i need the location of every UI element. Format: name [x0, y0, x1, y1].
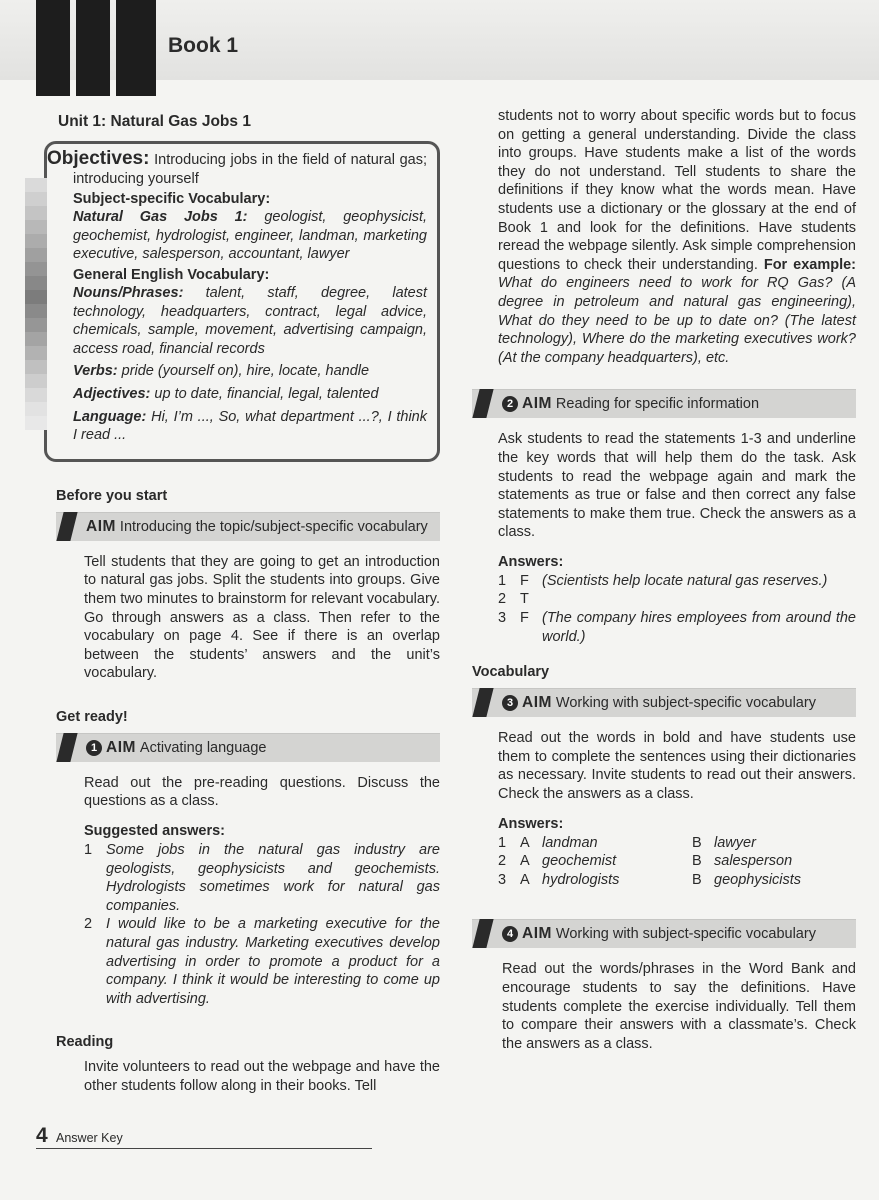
list-item: 2 T [498, 591, 529, 608]
footer-label: Answer Key [56, 1131, 123, 1145]
nouns-label: Nouns/Phrases: [73, 284, 184, 301]
language-text: Hi, I’m ..., So, what department ...?, I think I read ... [73, 408, 427, 444]
aim-slash-icon [472, 919, 493, 948]
adj-label: Adjectives: [73, 385, 151, 402]
list-item: 3 F (The company hires employees from around the world.) [498, 610, 856, 645]
objectives-color-stripes [25, 178, 47, 430]
objectives-box [44, 141, 440, 462]
aim-intro-text: Tell students that they are going to get an introduction to natural gas jobs. Split the students into groups. Give them two minutes to brainstorm for relevant vocabulary. Go through answers as a class. Then refer to the vocabulary on page 4. See if there is an overlap between the students’ answers and the unit’s vocabulary. [84, 553, 440, 682]
verbs-text: pride (yourself on), hire, locate, handle [121, 363, 370, 380]
answers-heading: Answers: [498, 815, 564, 832]
aim-number-badge: 1 [86, 740, 102, 756]
aim-slash-icon [472, 688, 493, 717]
aim-title: Working with subject-specific vocabulary [555, 926, 816, 943]
ngj-text: geologist, geophysicist, geochemist, hydrologist, engineer, landman, marketing executive, salesperson, accountant, lawyer [73, 209, 428, 263]
aim-slash-icon [472, 389, 493, 418]
adj-text: up to date, financial, legal, talented [154, 385, 379, 402]
suggested-answers-heading: Suggested answers: [84, 823, 226, 840]
aim-number-badge: 3 [502, 695, 518, 711]
for-example-label: For example: [763, 256, 856, 273]
answers-heading: Answers: [498, 553, 564, 570]
aim3-text: Read out the words in bold and have students use them to complete the sentences using their dictionaries as necessary. Invite students to read out their answers. Check the answers as a class. [498, 730, 856, 803]
subject-vocab-heading: Subject-specific Vocabulary: [73, 191, 271, 208]
language-label: Language: [73, 408, 147, 425]
before-you-start-heading: Before you start [56, 487, 168, 504]
aim-bar-4 [472, 919, 856, 948]
book-title: Book 1 [168, 34, 239, 57]
aim-label: AIM [522, 694, 552, 712]
aim2-text: Ask students to read the statements 1-3 and underline the key words that will help them do the task. Ask students to read the webpage again and mark the statements as true or false and then correct any false statements to make them true. Check the answers as a class. [498, 431, 856, 541]
aim-bar-1 [56, 733, 440, 762]
list-item: 2 I would like to be a marketing executive for the natural gas industry. Marketing executives develop advertising in order to promote a product for a company. I think it would be interesting to come up with advertising. [84, 916, 440, 1007]
aim-title: Introducing the topic/subject-specific vocabulary [119, 518, 428, 535]
aim-number-badge: 4 [502, 926, 518, 942]
objectives-intro: Introducing jobs in the field of natural gas; introducing yourself [73, 152, 427, 187]
reading-continued-text: students not to worry about specific words but to focus on getting a general understanding. Divide the class into groups. Have students make a list of the words they do not understand. Tell students to share the definitions if they know what the words mean. Have students use a dictionary or the glossary at the end of Book 1 and look for the definitions. Have students reread the webpage silently. Ask simple comprehension questions to check their understanding. For example: What do engineers need to work for RQ Gas? (A degree in petroleum and natural gas engineering), What do they need to be up to date on? (The latest technology), Where do the marketing executives work? (At the company headquarters), etc. [498, 108, 856, 366]
right-column [472, 107, 856, 1053]
aim-title: Reading for specific information [555, 396, 760, 413]
aim-slash-icon [56, 733, 77, 762]
reading-heading: Reading [56, 1034, 114, 1051]
aim-label: AIM [522, 395, 552, 413]
verbs-label: Verbs: [73, 363, 118, 380]
suggested-answers-list [84, 841, 440, 1008]
aim-title: Activating language [139, 739, 267, 756]
aim-slash-icon [56, 512, 77, 541]
aim-number-badge: 2 [502, 396, 518, 412]
aim4-text: Read out the words/phrases in the Word Bank and encourage students to say the definitions. Have students complete the exercise individually. Tell them to compare their answers with a classmate’s. Check the answers as a class. [502, 961, 856, 1052]
aim-bar-intro [56, 512, 440, 541]
for-example-text: What do engineers need to work for RQ Gas? (A degree in petroleum and natural gas engineering), What do they need to be up to date on? (The latest technology), Where do the marketing executives work? (At the company headquarters), etc. [498, 275, 856, 366]
left-column [47, 113, 440, 1096]
nouns-text: talent, staff, degree, latest technology, headquarters, contract, legal advice, chemicals, sample, movement, advertising campaign, access road, financial records [73, 284, 428, 357]
aim-title: Working with subject-specific vocabulary [555, 695, 816, 712]
reading-text: Invite volunteers to read out the webpage and have the other students follow along in their books. Tell [84, 1059, 440, 1094]
aim-label: AIM [522, 925, 552, 943]
aim3-answers-grid: 1 A landman B lawyer 2 A geochemist B salesperson 3 A hydrologists B geophysicists [498, 834, 802, 888]
page-number: 4 [36, 1124, 48, 1147]
ngj-label: Natural Gas Jobs 1: [73, 209, 248, 226]
aim-bar-3 [472, 688, 856, 717]
general-vocab-heading: General English Vocabulary: [73, 266, 270, 283]
chapter-tab-bars [36, 0, 156, 96]
aim1-text: Read out the pre-reading questions. Discuss the questions as a class. [84, 774, 440, 810]
aim-label: AIM [106, 738, 136, 756]
unit-title: Unit 1: Natural Gas Jobs 1 [58, 113, 251, 130]
vocabulary-heading: Vocabulary [472, 664, 550, 681]
aim2-answers-list [498, 572, 856, 646]
aim-label: AIM [86, 517, 116, 535]
get-ready-heading: Get ready! [56, 708, 128, 725]
list-item: 1 Some jobs in the natural gas industry are geologists, geophysicists and geochemists. Hydrologists sometimes work for natural gas companies. [84, 842, 440, 914]
list-item: 1 F (Scientists help locate natural gas reserves.) [498, 572, 828, 589]
aim-bar-2 [472, 389, 856, 418]
objectives-heading: Objectives: [47, 148, 150, 169]
